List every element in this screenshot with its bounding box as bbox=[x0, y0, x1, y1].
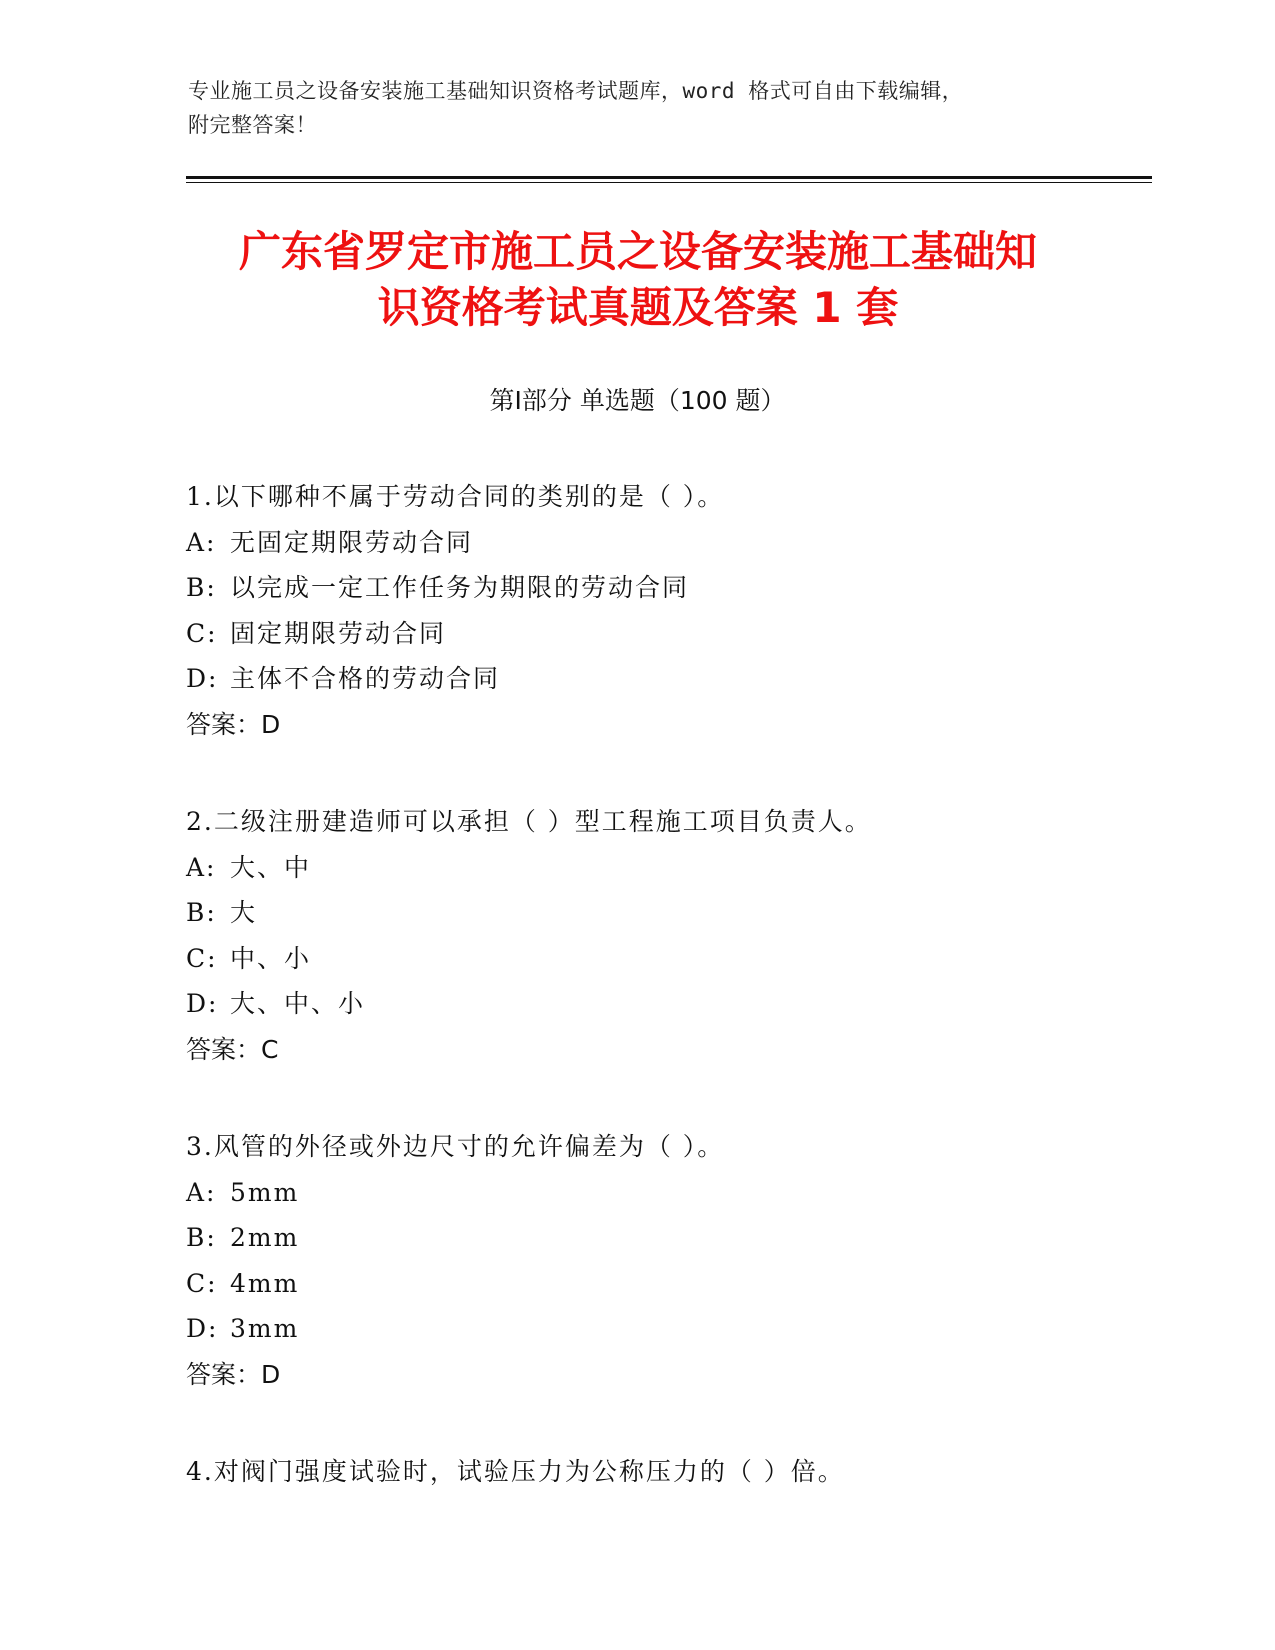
option-b bbox=[186, 565, 1166, 611]
question-1 bbox=[186, 474, 1166, 747]
option-d bbox=[186, 656, 1166, 702]
question-stem: 1.以下哪种不属于劳动合同的类别的是（ ）。 bbox=[186, 482, 725, 511]
option-letter: D: bbox=[186, 664, 219, 693]
option-letter: A: bbox=[186, 852, 217, 882]
option-text: 4mm bbox=[230, 1268, 300, 1298]
option-text: 以完成一定工作任务为期限的劳动合同 bbox=[230, 573, 690, 602]
option-d bbox=[186, 981, 1166, 1027]
option-text: 3mm bbox=[230, 1314, 300, 1343]
answer: 答案：C bbox=[186, 1034, 279, 1064]
option-text: 主体不合格的劳动合同 bbox=[230, 664, 501, 693]
option-letter: A: bbox=[186, 1177, 217, 1207]
header-note-line-1: 专业施工员之设备安装施工基础知识资格考试题库，word 格式可自由下载编辑， bbox=[188, 79, 964, 103]
document-title-line-2: 识资格考试真题及答案 1 套 bbox=[377, 283, 899, 332]
header-divider-thick bbox=[186, 176, 1152, 179]
option-text: 大、中 bbox=[230, 852, 312, 882]
option-letter: B: bbox=[186, 573, 217, 602]
option-letter: A: bbox=[186, 527, 217, 557]
option-text: 大 bbox=[230, 898, 258, 927]
question-list bbox=[186, 474, 1166, 1547]
question-stem: 3.风管的外径或外边尺寸的允许偏差为（ ）。 bbox=[186, 1132, 725, 1161]
option-d bbox=[186, 1306, 1166, 1352]
option-text: 固定期限劳动合同 bbox=[230, 618, 447, 648]
option-b bbox=[186, 1215, 1166, 1261]
option-letter: C: bbox=[186, 1268, 218, 1298]
option-letter: D: bbox=[186, 1314, 219, 1343]
option-text: 5mm bbox=[230, 1177, 300, 1207]
option-b bbox=[186, 890, 1166, 936]
option-a bbox=[186, 520, 1166, 566]
option-c bbox=[186, 1261, 1166, 1307]
question-2 bbox=[186, 799, 1166, 1072]
option-text: 大、中、小 bbox=[230, 989, 366, 1018]
answer: 答案：D bbox=[186, 709, 281, 739]
header-divider-thin bbox=[186, 182, 1152, 183]
option-letter: C: bbox=[186, 943, 218, 973]
header-note bbox=[188, 74, 1088, 142]
option-letter: B: bbox=[186, 1223, 217, 1252]
question-stem: 2.二级注册建造师可以承担（ ）型工程施工项目负责人。 bbox=[186, 807, 872, 836]
section-title: 第Ⅰ部分 单选题（100 题） bbox=[489, 386, 786, 415]
option-letter: C: bbox=[186, 618, 218, 648]
option-text: 无固定期限劳动合同 bbox=[230, 527, 474, 557]
document-title-line-1: 广东省罗定市施工员之设备安装施工基础知 bbox=[238, 227, 1037, 276]
option-letter: B: bbox=[186, 898, 217, 927]
option-text: 2mm bbox=[230, 1223, 300, 1252]
document-title bbox=[120, 224, 1156, 336]
option-c bbox=[186, 936, 1166, 982]
option-text: 中、小 bbox=[230, 943, 312, 973]
question-4 bbox=[186, 1449, 1166, 1495]
option-letter: D: bbox=[186, 989, 219, 1018]
question-3 bbox=[186, 1124, 1166, 1397]
answer: 答案：D bbox=[186, 1359, 281, 1389]
header-note-line-2: 附完整答案！ bbox=[188, 113, 317, 137]
question-stem: 4.对阀门强度试验时，试验压力为公称压力的（ ）倍。 bbox=[186, 1457, 845, 1486]
option-c bbox=[186, 611, 1166, 657]
option-a bbox=[186, 845, 1166, 891]
option-a bbox=[186, 1170, 1166, 1216]
